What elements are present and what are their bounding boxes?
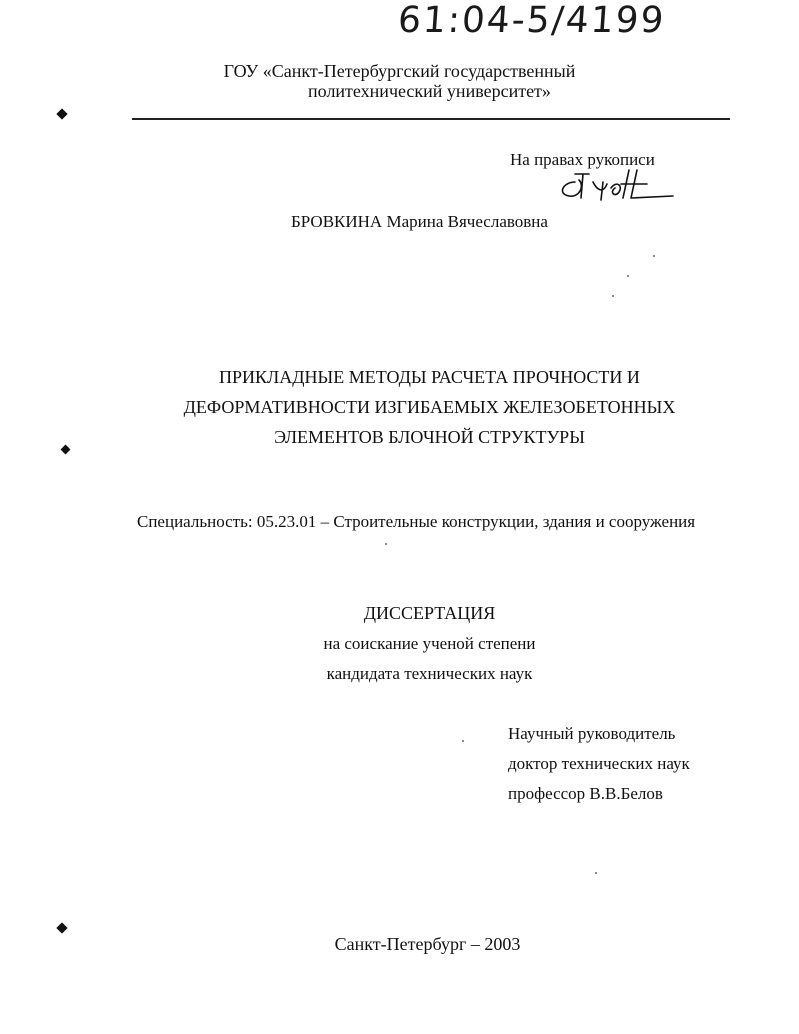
thesis-title-line-3: ЭЛЕМЕНТОВ БЛОЧНОЙ СТРУКТУРЫ xyxy=(274,427,585,447)
thesis-title-line-2: ДЕФОРМАТИВНОСТИ ИЗГИБАЕМЫХ ЖЕЛЕЗОБЕТОННЫХ xyxy=(183,397,676,417)
dissertation-degree-line-1: на соискание ученой степени xyxy=(323,634,536,653)
binding-hole-icon xyxy=(56,108,67,119)
archive-code-handwritten: 61:04-5/4199 xyxy=(396,0,667,41)
advisor-degree: доктор технических наук xyxy=(508,754,690,773)
author-name: БРОВКИНА Марина Вячеславовна xyxy=(291,212,548,231)
scan-speck xyxy=(653,255,655,257)
signature-icon xyxy=(545,160,675,205)
specialty: Специальность: 05.23.01 – Строительные конструкции, здания и сооружения xyxy=(137,512,696,531)
organization-line-2: политехнический университет» xyxy=(308,81,551,101)
thesis-title-line-1: ПРИКЛАДНЫЕ МЕТОДЫ РАСЧЕТА ПРОЧНОСТИ И xyxy=(219,367,640,387)
scan-speck xyxy=(462,740,464,742)
organization-line-1: ГОУ «Санкт-Петербургский государственный xyxy=(223,61,576,81)
advisor-name: профессор В.В.Белов xyxy=(508,784,663,803)
scan-speck xyxy=(595,872,597,874)
header-divider xyxy=(132,118,730,120)
city-year: Санкт-Петербург – 2003 xyxy=(334,934,521,954)
dissertation-heading: ДИССЕРТАЦИЯ xyxy=(363,603,496,623)
dissertation-degree-line-2: кандидата технических наук xyxy=(326,664,533,683)
scan-speck xyxy=(627,275,629,277)
manuscript-note: На правах рукописи xyxy=(510,150,655,169)
advisor-role: Научный руководитель xyxy=(508,724,676,743)
binding-hole-icon xyxy=(56,922,67,933)
scan-speck xyxy=(612,295,614,297)
scan-speck xyxy=(385,543,387,545)
